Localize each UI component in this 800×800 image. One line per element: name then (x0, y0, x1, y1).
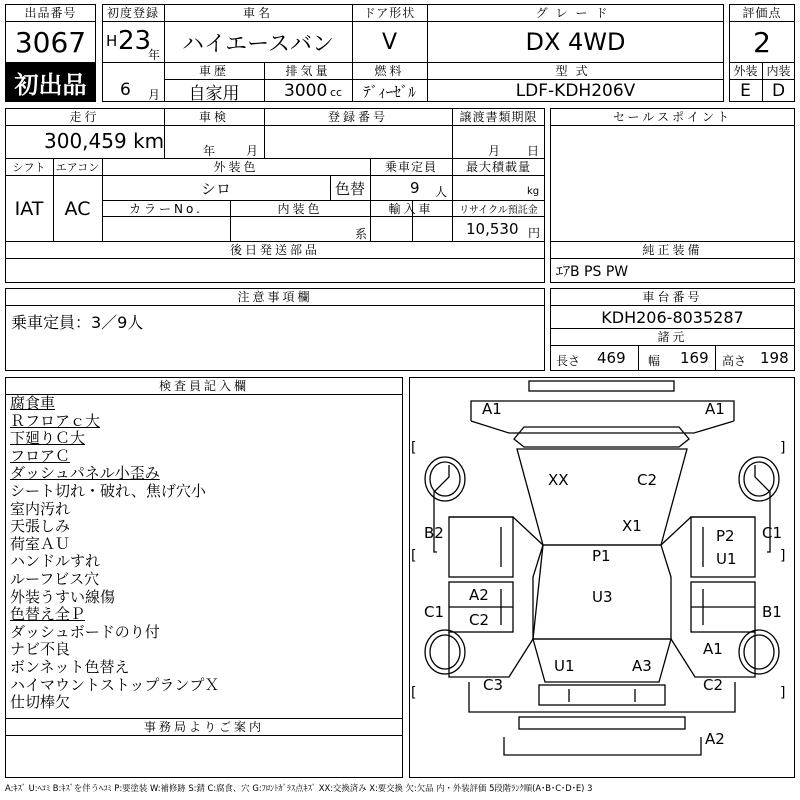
lot-number-label: 出品番号 (24, 6, 77, 20)
model-code: LDF-KDH206V (515, 81, 636, 101)
exterior-label: 外装 (733, 64, 758, 78)
ac: AC (64, 197, 91, 220)
inspector-note: 下廻りＣ大 (10, 429, 86, 448)
shift-label: シフト (12, 160, 46, 174)
inspector-note: 天張しみ (10, 517, 71, 536)
length: 469 (597, 349, 626, 367)
displacement-label: 排気量 (285, 64, 331, 78)
dims-label: 諸元 (657, 330, 688, 344)
car-diagram (409, 377, 795, 778)
first-listing-badge: 初出品 (5, 62, 96, 102)
recycle-deposit: 10,530 (466, 220, 519, 238)
caution-text: 乗車定員：3／9人 (11, 313, 144, 332)
shift: IAT (14, 197, 44, 220)
inspector-label: 検査員記入欄 (158, 379, 249, 393)
damage-mark: B2 (424, 524, 444, 542)
inspector-note: 腐食車 (10, 394, 56, 412)
inspector-notes (10, 395, 219, 712)
damage-mark: C3 (483, 676, 504, 694)
damage-mark: A1 (703, 640, 723, 658)
score-label: 評価点 (742, 6, 782, 20)
yen-unit: 円 (528, 226, 541, 240)
mileage: 300,459 km (44, 129, 165, 153)
capacity: 9 (410, 179, 420, 197)
legend-footer: A:ｷｽﾞ U:ﾍｺﾐ B:ｷｽﾞを伴うﾍｺﾐ P:要塗装 W:補修跡 S:錆 C:腐食、穴 G:ﾌﾛﾝﾄｶﾞﾗｽ点ｷｽﾞ XX:交換済み X:要交換 欠:欠品 内・外装評価 5段階ﾗﾝｸ順(A･B･C･D･E) 3 (5, 783, 593, 793)
history-label: 車歴 (198, 64, 229, 78)
interior-color-label: 内装色 (277, 201, 323, 216)
damage-mark: C2 (703, 676, 724, 694)
inspection-year-unit: 年 (203, 144, 216, 158)
ac-label: エアコン (55, 160, 100, 174)
era-letter: H (106, 32, 118, 50)
damage-mark: C1 (762, 524, 783, 542)
grade: DX 4WD (525, 28, 626, 56)
inspector-note: 室内汚れ (10, 499, 71, 518)
inspector-note: Ｒフロアｃ大 (10, 411, 101, 430)
inspector-note: 色替え全Ｐ (10, 605, 86, 624)
bracket: ] (780, 440, 786, 456)
inspector-note: フロアＣ (10, 446, 71, 465)
damage-mark: A2 (705, 730, 725, 748)
equipment: ｴｱB PS PW (556, 264, 629, 280)
office-notice-label: 事務局よりご案内 (143, 720, 264, 734)
inspector-note: 外装うすい線傷 (10, 587, 116, 606)
score: 2 (753, 25, 771, 59)
transfer-month-unit: 月 (488, 144, 501, 158)
inspector-note: ハイマウントストップランプＸ (10, 675, 220, 694)
reg-month: 6 (120, 80, 131, 100)
inspector-note: ダッシュボードのり付 (10, 622, 160, 641)
damage-mark: C2 (637, 471, 658, 489)
kei-unit: 系 (355, 227, 368, 241)
person-unit: 人 (435, 185, 448, 199)
inspection-month-unit: 月 (246, 144, 259, 158)
chassis-number: KDH206-8035287 (601, 307, 744, 327)
bracket: ] (780, 548, 786, 564)
damage-mark: A2 (469, 586, 489, 604)
chassis-label: 車台番号 (642, 290, 703, 304)
height: 198 (760, 349, 789, 367)
inspector-note: ナビ不良 (10, 640, 71, 659)
inspector-note: ハンドルすれ (10, 552, 101, 571)
car-name-label: 車名 (242, 6, 273, 20)
damage-mark: X1 (622, 517, 642, 535)
first-reg-label: 初度登録 (106, 6, 159, 20)
length-label: 長さ (556, 354, 581, 368)
displacement: 3000 (284, 81, 328, 101)
damage-mark: C1 (424, 603, 445, 621)
mileage-label: 走行 (69, 110, 100, 124)
width: 169 (680, 349, 709, 367)
damage-mark: P1 (592, 547, 611, 565)
reg-year: 23 (118, 26, 152, 56)
color: シロ (200, 179, 231, 198)
car-name: ハイエースバン (181, 31, 335, 57)
damage-mark: XX (548, 471, 569, 489)
year-unit: 年 (148, 48, 161, 62)
grade-label: グレード (535, 6, 616, 20)
kg-unit: kg (527, 186, 540, 197)
damage-mark: U1 (554, 657, 575, 675)
damage-mark: A3 (632, 657, 652, 675)
plate-label: 登録番号 (327, 110, 388, 124)
damage-mark: U1 (716, 550, 737, 568)
month-unit: 月 (148, 88, 161, 102)
inspector-note: 仕切棒欠 (10, 693, 71, 712)
inspector-note: ボンネット色替え (10, 657, 130, 676)
bracket: [ (411, 548, 417, 564)
equipment-label: 純正装備 (642, 243, 703, 257)
bracket: [ (411, 440, 417, 456)
exterior-grade: E (740, 81, 751, 101)
damage-mark: B1 (762, 603, 782, 621)
damage-mark: U3 (592, 588, 613, 606)
interior-grade: D (771, 81, 786, 101)
later-parts-label: 後日発送部品 (229, 243, 320, 257)
fuel-label: 燃料 (374, 64, 405, 78)
caution-label: 注意事項欄 (237, 290, 313, 304)
bracket: [ (411, 685, 417, 701)
inspector-note: シート切れ・破れ、焦げ穴小 (10, 481, 206, 500)
damage-mark: P2 (716, 527, 735, 545)
fuel: ﾃﾞｨｰｾﾞﾙ (363, 82, 416, 101)
damage-mark: A1 (482, 400, 502, 418)
capacity-label: 乗車定員 (384, 160, 437, 174)
damage-mark: C2 (469, 611, 490, 629)
door-label: ドア形状 (363, 6, 416, 20)
inspector-note: 荷室ＡＵ (10, 534, 71, 553)
bracket: ] (780, 685, 786, 701)
width-label: 幅 (648, 354, 661, 368)
door-type: V (381, 29, 398, 55)
color-label: 外装色 (213, 160, 259, 174)
inspection-label: 車検 (198, 110, 229, 124)
history: 自家用 (188, 83, 240, 102)
transfer-day-unit: 日 (527, 144, 540, 158)
damage-mark: A1 (705, 400, 725, 418)
cc-unit: cc (330, 86, 343, 99)
recycle-label: リサイクル預託金 (459, 204, 538, 216)
transfer-deadline-label: 譲渡書類期限 (459, 110, 538, 124)
model-label: 型式 (555, 64, 596, 78)
lot-number: 3067 (14, 25, 87, 59)
color-no-label: カラーNo. (129, 201, 203, 216)
sales-point-label: セールスポイント (613, 110, 732, 124)
import-label: 輸入車 (388, 201, 434, 216)
inspector-note: ルーフビス穴 (10, 569, 100, 588)
interior-label: 内装 (766, 64, 791, 78)
inspector-note: ダッシュパネル小歪み (10, 464, 160, 483)
repaint-mark: 色替 (334, 179, 365, 198)
load-label: 最大積載量 (465, 160, 531, 174)
height-label: 高さ (722, 354, 747, 368)
